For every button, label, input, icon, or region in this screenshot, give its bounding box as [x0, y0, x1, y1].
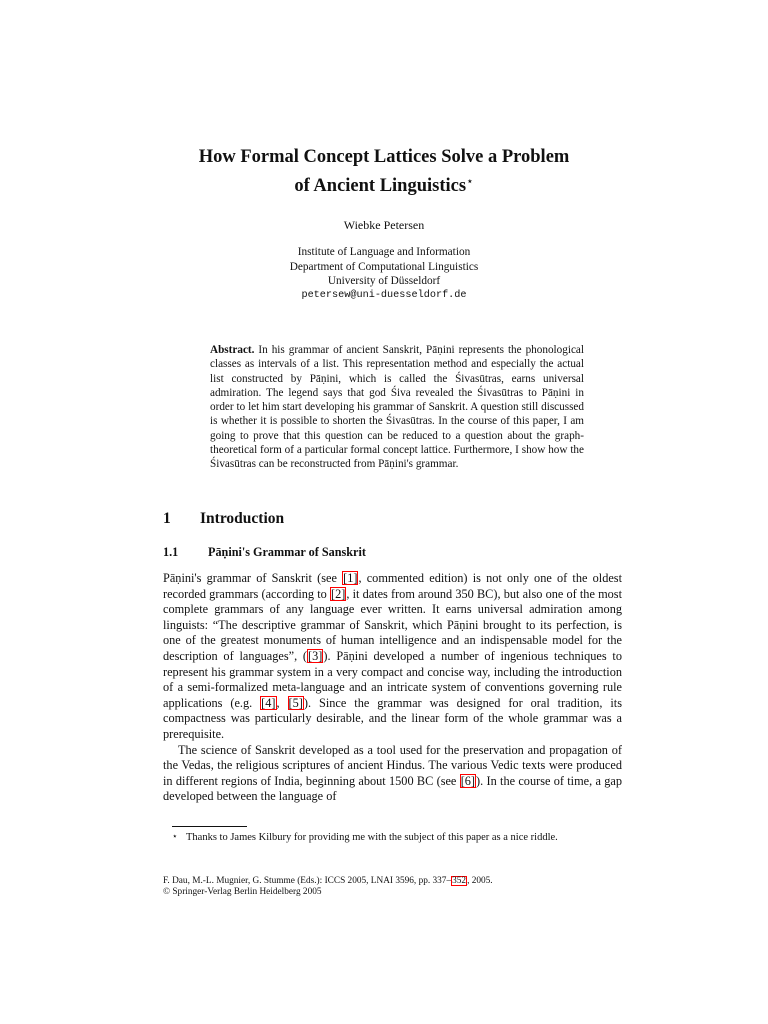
affiliation-block [0, 245, 768, 303]
affiliation-department: Department of Computational Linguistics [289, 260, 479, 273]
author-name: Wiebke Petersen [343, 218, 425, 232]
publication-citation: F. Dau, M.-L. Mugnier, G. Stumme (Eds.): ICCS 2005, LNAI 3596, pp. 337–352, 2005. [163, 876, 493, 886]
footnote-text: Thanks to James Kilbury for providing me with the subject of this paper as a nice riddle. [186, 832, 558, 843]
citation-link-2[interactable]: [2] [330, 586, 346, 601]
citation-link-5[interactable]: [5] [288, 695, 303, 710]
section-heading [163, 510, 284, 528]
footnote [172, 831, 622, 845]
citation-link-3[interactable]: [3] [308, 648, 323, 663]
publication-info [163, 876, 623, 899]
affiliation-university: University of Düsseldorf [327, 275, 441, 287]
paragraph-2: The science of Sanskrit developed as a tool used for the preservation and propagation of the Vedas, the religious scriptures of ancient Hindus. The various Vedic texts were produced in different regions of India, beginning about 1500 BC (see [6]). In the course of time, a gap developed between the language of [163, 742, 622, 804]
paragraph-1: Pāṇini's grammar of Sanskrit (see [1], commented edition) is not only one of the oldest recorded grammars (according to [2], it dates from around 350 BC), but also one of the most complete grammars of any language ever written. It earns universal admiration among linguists: “The descriptive grammar of Sanskrit, which Pāṇini brought to its perfection, is one of the greatest monuments of human intelligence and an indispensable model for the description of languages”, ([3]). Pāṇini developed a number of ingenious techniques to represent his grammar system in a very compact and concise way, including the introduction of a semi-formalized meta-language and an intricate system of conventions governing rule applications (e.g. [4], [5]). Since the grammar was designed for oral tradition, its compactness was particularly desirable, and the linear form of the whole grammar was a prerequisite. [163, 571, 623, 741]
body-text [163, 571, 622, 805]
title-line-2: of Ancient Linguistics [294, 176, 467, 196]
subsection-heading [163, 545, 366, 560]
footnote-rule [172, 826, 247, 827]
citation-link-1[interactable]: [1] [343, 571, 358, 585]
abstract-text: In his grammar of ancient Sanskrit, Pāṇini represents the phonological classes as intervals of a list. This representation method and especially the actual list constructed by Pāṇini, which is called the Śivasūtras, earns universal admiration. The legend says that god Śiva revealed the Śivasūtras to Pāṇini in order to let him start developing his grammar of Sanskrit. A question still discussed is whether it is possible to shorten the Śivasūtras. In the course of this paper, I am going to prove that this question can be reduced to a question about the graph-theoretical form of a particular formal concept lattice. Furthermore, I show how the Śivasūtras can be reconstructed from Pāṇini's grammar. [210, 344, 584, 471]
footnote-mark: ⋆ [172, 831, 178, 841]
subsection-number: 1.1 [163, 545, 179, 559]
section-number: 1 [163, 510, 171, 527]
page-range-link[interactable]: 352 [452, 876, 467, 886]
abstract [210, 343, 584, 472]
citation-link-6[interactable]: [6] [460, 773, 476, 788]
abstract-label: Abstract. [210, 344, 255, 356]
citation-link-4[interactable]: [4] [261, 695, 276, 710]
title-line-1: How Formal Concept Lattices Solve a Problem [198, 147, 570, 167]
section-title: Introduction [200, 510, 285, 527]
author-email[interactable]: petersew@uni-duesseldorf.de [301, 289, 467, 301]
paper-title [0, 145, 768, 198]
subsection-title: Pāṇini's Grammar of Sanskrit [208, 545, 366, 559]
affiliation-institute: Institute of Language and Information [297, 246, 471, 258]
copyright-notice: © Springer-Verlag Berlin Heidelberg 2005 [163, 887, 322, 898]
title-footnote-mark[interactable]: ⋆ [466, 174, 474, 188]
